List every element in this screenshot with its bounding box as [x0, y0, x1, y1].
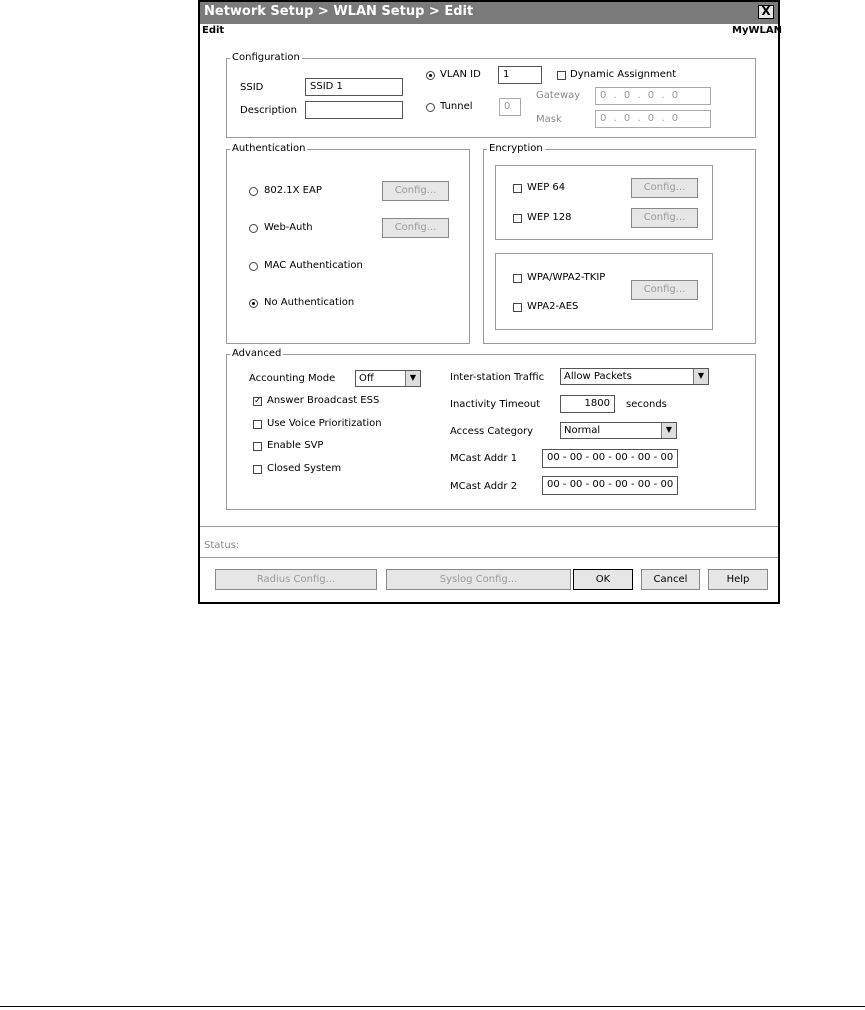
description-input[interactable]	[305, 101, 403, 119]
auth-web-auth-radio[interactable]	[249, 224, 258, 233]
access-category-select[interactable]	[560, 422, 677, 439]
enable-svp-label: Enable SVP	[267, 440, 324, 451]
wlan-edit-dialog	[198, 0, 780, 604]
gateway-label: Gateway	[536, 90, 581, 101]
header-wlan-name: MyWLAN	[732, 25, 782, 36]
accounting-mode-value: Off	[359, 373, 374, 384]
web-auth-config-button[interactable]: Config...	[382, 218, 449, 238]
inactivity-timeout-label: Inactivity Timeout	[450, 399, 541, 410]
inter-station-value: Allow Packets	[564, 371, 632, 382]
voice-prioritization-checkbox[interactable]	[253, 420, 262, 429]
accounting-mode-select[interactable]	[355, 370, 421, 387]
auth-mac-radio[interactable]	[249, 262, 258, 271]
ssid-label: SSID	[240, 82, 264, 93]
window-title: Network Setup > WLAN Setup > Edit	[204, 4, 474, 19]
footer-divider	[200, 557, 778, 558]
ssid-input[interactable]: SSID 1	[305, 78, 403, 96]
auth-8021x-eap-radio[interactable]	[249, 187, 258, 196]
answer-broadcast-label: Answer Broadcast ESS	[267, 395, 380, 406]
vlan-id-input[interactable]: 1	[498, 66, 542, 84]
closed-system-label: Closed System	[267, 463, 342, 474]
page-rule	[0, 1006, 865, 1007]
wep64-label: WEP 64	[527, 182, 566, 193]
inactivity-timeout-input[interactable]: 1800	[560, 395, 615, 413]
answer-broadcast-checkbox[interactable]: ✓	[254, 396, 262, 406]
mcast-addr-2-label: MCast Addr 2	[450, 481, 518, 492]
wpa2-aes-label: WPA2-AES	[527, 301, 579, 312]
advanced-legend: Advanced	[232, 348, 282, 359]
wep64-config-button[interactable]: Config...	[631, 178, 698, 198]
wep64-checkbox[interactable]	[513, 184, 522, 193]
wep128-label: WEP 128	[527, 212, 572, 223]
authentication-group	[226, 149, 470, 344]
wpa-tkip-label: WPA/WPA2-TKIP	[527, 272, 606, 283]
description-label: Description	[240, 105, 297, 116]
wpa-tkip-checkbox[interactable]	[513, 274, 522, 283]
close-button[interactable]: X	[758, 5, 774, 19]
voice-prioritization-label: Use Voice Prioritization	[267, 418, 382, 429]
dynamic-assignment-label: Dynamic Assignment	[570, 69, 677, 80]
eap-config-button[interactable]: Config...	[382, 181, 449, 201]
syslog-config-button[interactable]: Syslog Config...	[386, 569, 571, 590]
enable-svp-checkbox[interactable]	[253, 442, 262, 451]
auth-mac-label: MAC Authentication	[264, 260, 363, 271]
inter-station-select[interactable]	[560, 368, 709, 385]
status-label: Status:	[204, 540, 240, 551]
closed-system-checkbox[interactable]	[253, 465, 262, 474]
tunnel-input[interactable]: 0	[499, 98, 521, 116]
tunnel-label: Tunnel	[440, 101, 473, 112]
auth-web-auth-label: Web-Auth	[264, 222, 313, 233]
mask-input[interactable]: 0 . 0 . 0 . 0	[595, 110, 711, 128]
auth-8021x-eap-label: 802.1X EAP	[264, 185, 322, 196]
access-category-label: Access Category	[450, 426, 534, 437]
encryption-legend: Encryption	[489, 143, 543, 154]
chevron-down-icon: ▼	[405, 371, 420, 386]
title-bar	[200, 2, 778, 24]
tunnel-radio[interactable]	[426, 103, 435, 112]
wep128-config-button[interactable]: Config...	[631, 208, 698, 228]
mask-label: Mask	[536, 114, 562, 125]
inter-station-label: Inter-station Traffic	[450, 372, 545, 383]
wep128-checkbox[interactable]	[513, 214, 522, 223]
auth-none-label: No Authentication	[264, 297, 355, 308]
cancel-button[interactable]: Cancel	[641, 569, 700, 590]
auth-none-radio[interactable]	[249, 299, 258, 308]
configuration-legend: Configuration	[232, 52, 300, 63]
mcast-addr-1-input[interactable]: 00 - 00 - 00 - 00 - 00 - 00	[542, 449, 678, 468]
mcast-addr-1-label: MCast Addr 1	[450, 453, 518, 464]
gateway-input[interactable]: 0 . 0 . 0 . 0	[595, 87, 711, 105]
mcast-addr-2-input[interactable]: 00 - 00 - 00 - 00 - 00 - 00	[542, 476, 678, 495]
seconds-label: seconds	[626, 399, 667, 410]
dynamic-assignment-checkbox[interactable]	[557, 71, 566, 80]
chevron-down-icon: ▼	[693, 369, 708, 384]
vlan-id-label: VLAN ID	[440, 69, 481, 80]
authentication-legend: Authentication	[232, 143, 306, 154]
wpa2-aes-checkbox[interactable]	[513, 303, 522, 312]
radius-config-button[interactable]: Radius Config...	[215, 569, 377, 590]
chevron-down-icon: ▼	[661, 423, 676, 438]
header-edit-label: Edit	[202, 25, 225, 36]
wpa-config-button[interactable]: Config...	[631, 280, 698, 300]
wep-subgroup	[495, 165, 713, 240]
access-category-value: Normal	[564, 425, 601, 436]
accounting-mode-label: Accounting Mode	[249, 373, 336, 384]
status-divider	[200, 526, 778, 527]
help-button[interactable]: Help	[708, 569, 768, 590]
vlan-id-radio[interactable]	[426, 71, 435, 80]
ok-button[interactable]: OK	[573, 569, 633, 590]
